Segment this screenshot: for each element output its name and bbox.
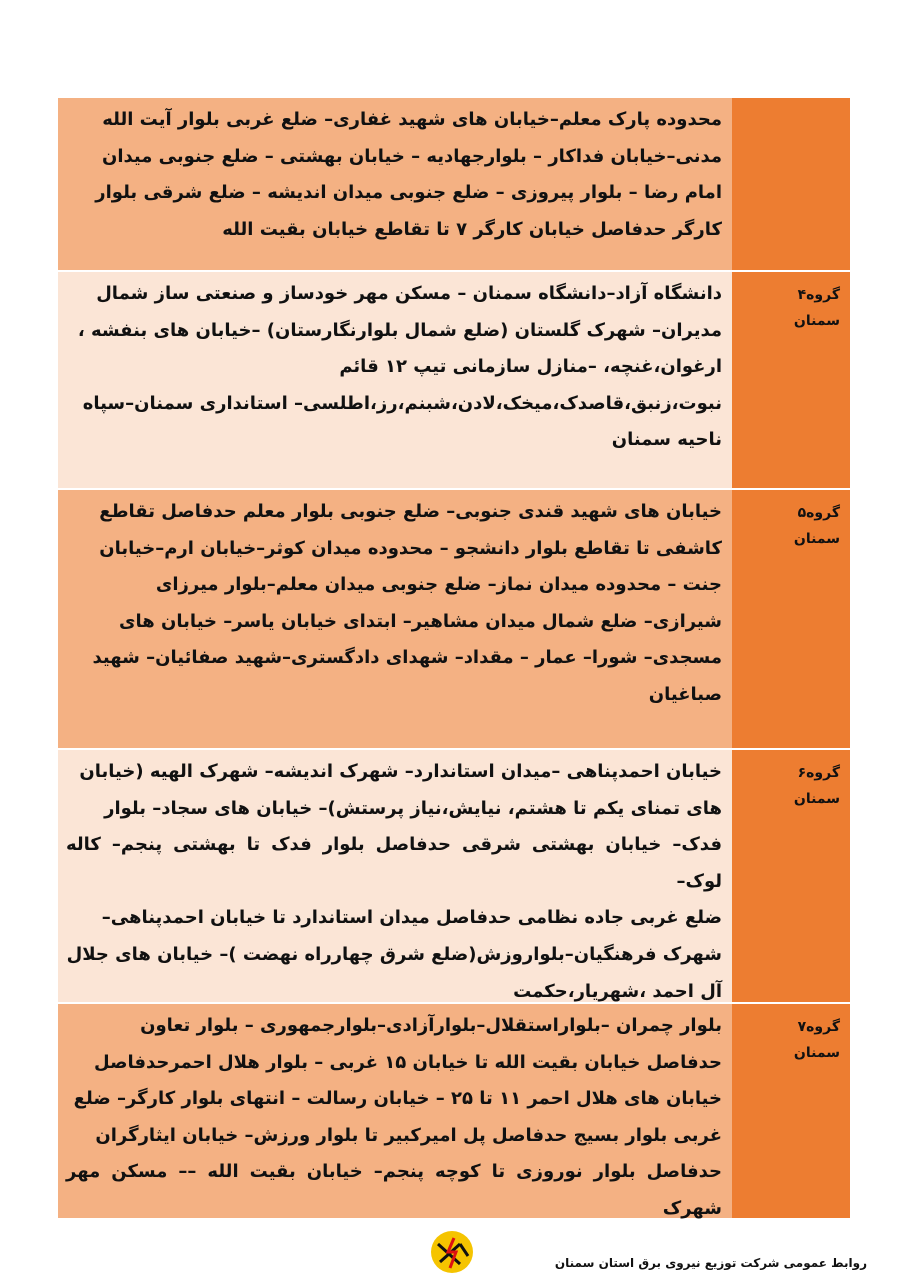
- area-list-text: محدوده پارک معلم–خیابان های شهید غفاری– ضلع غربی بلوار آیت الله مدنی–خیابان فداکار – بلوارجهادیه – خیابان بهشتی – ضلع جنوبی میدان امام رضا – بلوار پیروزی – ضلع جنوبی میدان اندیشه – ضلع شرقی بلوار کارگر حدفاصل خیابان کارگر ۷ تا تقاطع خیابان بقیت الله: [58, 98, 732, 270]
- page-footer: [0, 1228, 905, 1280]
- area-list-text: دانشگاه آزاد–دانشگاه سمنان – مسکن مهر خودساز و صنعتی ساز شمال مدیران– شهرک گلستان (ضلع شمال بلوارنگارستان) –خیابان های بنفشه ، ارغوان،غنچه، –منازل سازمانی تیپ ۱۲ قائم نبوت،زنبق،قاصدک،میخک،لادن،شبنم،رز،اطلسی– استانداری سمنان–سپاه ناحیه سمنان: [58, 272, 732, 488]
- areas-table: [58, 98, 850, 1220]
- group-label-cell: گروه۷ سمنان: [732, 1004, 850, 1218]
- group-label-cell: گروه۵ سمنان: [732, 490, 850, 748]
- table-row: [58, 1004, 850, 1220]
- table-row: [58, 750, 850, 1004]
- area-list-text: خیابان احمدپناهی –میدان استاندارد– شهرک اندیشه– شهرک الهیه (خیابان های تمنای یکم تا هشتم، نیایش،نیاز پرستش)– خیابان های سجاد– بلوار فدک– خیابان بهشتی شرقی حدفاصل بلوار فدک تا بهشتی پنجم– کاله لوک– ضلع غربی جاده نظامی حدفاصل میدان استاندارد تا خیابان احمدپناهی– شهرک فرهنگیان–بلواروزش(ضلع شرق چهارراه نهضت )– خیابان های جلال آل احمد ،شهریار،حکمت: [58, 750, 732, 1002]
- table-row: [58, 98, 850, 272]
- footer-caption: روابط عمومی شرکت توزیع نیروی برق استان سمنان: [554, 1256, 867, 1270]
- table-row: [58, 272, 850, 490]
- table-row: [58, 490, 850, 750]
- area-list-text: بلوار چمران –بلواراستقلال–بلوارآزادی–بلوارجمهوری – بلوار تعاون حدفاصل خیابان بقیت الله تا خیابان ۱۵ غربی – بلوار هلال احمرحدفاصل خیابان های هلال احمر ۱۱ تا ۲۵ – خیابان رسالت – انتهای بلوار کارگر– ضلع غربی بلوار بسیج حدفاصل پل امیرکبیر تا بلوار ورزش– خیابان ایثارگران حدفاصل بلوار نوروزی تا کوچه پنجم– خیابان بقیت الله –– مسکن مهر شهرک: [58, 1004, 732, 1218]
- group-label-cell: [732, 98, 850, 270]
- group-label-cell: گروه۴ سمنان: [732, 272, 850, 488]
- group-label-cell: گروه۶ سمنان: [732, 750, 850, 1002]
- area-list-text: خیابان های شهید قندی جنوبی– ضلع جنوبی بلوار معلم حدفاصل تقاطع کاشفی تا تقاطع بلوار دانشجو – محدوده میدان کوثر–خیابان ارم–خیابان جنت – محدوده میدان نماز– ضلع جنوبی میدان معلم–بلوار میرزای شیرازی– ضلع شمال میدان مشاهیر– ابتدای خیابان یاسر– خیابان های مسجدی– شورا– عمار – مقداد– شهدای دادگستری–شهید صفائیان– شهید صباغیان: [58, 490, 732, 748]
- electric-company-logo-icon: [430, 1230, 474, 1274]
